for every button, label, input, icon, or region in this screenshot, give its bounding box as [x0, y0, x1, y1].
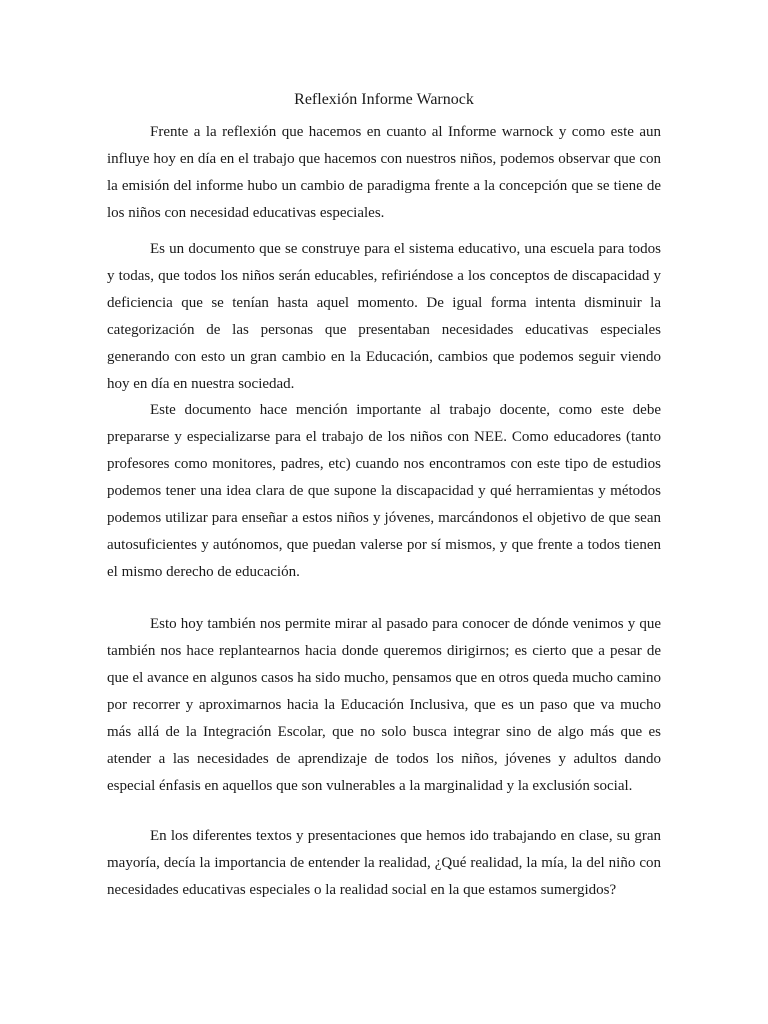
paragraph-2: Es un documento que se construye para el sistema educativo, una escuela para todos y todas, que todos los niños serán educables, refiriéndose a los conceptos de discapacidad y deficiencia que se tenían hasta aquel momento. De igual forma intenta disminuir la categorización de las personas que presentaban necesidades educativas especiales generando con esto un gran cambio en la Educación, cambios que podemos seguir viendo hoy en día en nuestra sociedad.	[107, 241, 661, 392]
document-title: Reflexión Informe Warnock	[294, 91, 474, 108]
paragraph-4: Esto hoy también nos permite mirar al pasado para conocer de dónde venimos y que también nos hace replantearnos hacia donde queremos dirigirnos; es cierto que a pesar de que el avance en algunos casos ha sido mucho, pensamos que en otros queda mucho camino por recorrer y aproximarnos hacia la Educación Inclusiva, que es un paso que va mucho más allá de la Integración Escolar, que no solo busca integrar sino de algo más que es atender a las necesidades de aprendizaje de todos los niños, jóvenes y adultos dando especial énfasis en aquellos que son vulnerables a la marginalidad y la exclusión social.	[107, 616, 661, 794]
paragraph-1: Frente a la reflexión que hacemos en cuanto al Informe warnock y como este aun influye hoy en día en el trabajo que hacemos con nuestros niños, podemos observar que con la emisión del informe hubo un cambio de paradigma frente a la concepción que se tiene de los niños con necesidad educativas especiales.	[107, 124, 661, 221]
paragraph-3: Este documento hace mención importante al trabajo docente, como este debe prepararse y especializarse para el trabajo de los niños con NEE. Como educadores (tanto profesores como monitores, padres, etc) cuando nos encontramos con este tipo de estudios podemos tener una idea clara de que supone la discapacidad y qué herramientas y métodos podemos utilizar para enseñar a estos niños y jóvenes, marcándonos el objetivo de que sean autosuficientes y autónomos, que puedan valerse por sí mismos, y que frente a todos tienen el mismo derecho de educación.	[107, 402, 661, 580]
paragraph-5: En los diferentes textos y presentaciones que hemos ido trabajando en clase, su gran mayoría, decía la importancia de entender la realidad, ¿Qué realidad, la mía, la del niño con necesidades educativas especiales o la realidad social en la que estamos sumergidos?	[107, 828, 661, 898]
